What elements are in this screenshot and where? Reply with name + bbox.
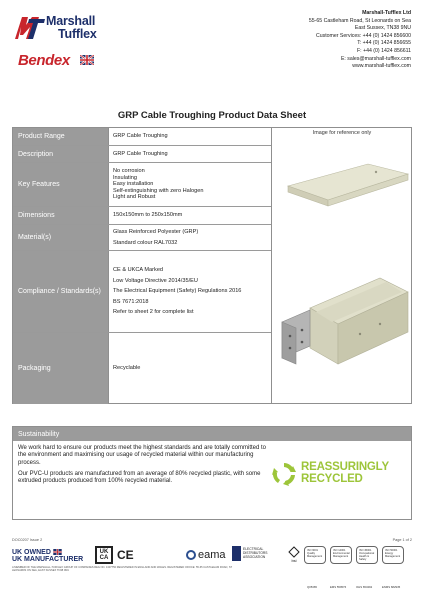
product-image-cell [271,128,412,403]
compliance-item: BS 7671:2018 [113,298,149,305]
brand-name-line1: Marshall [46,14,96,28]
address-line: 55-65 Castleham Road, St Leonards on Sea [308,17,411,24]
compliance-item: Low Voltage Directive 2014/35/EU [113,277,198,284]
ukca-bottom: CA [99,555,109,561]
company-address [309,10,411,71]
telephone: T: +44 (0) 1424 856655 [357,40,411,47]
image-caption: Image for reference only [312,130,372,136]
uk-flag-icon [53,549,62,555]
email-link[interactable]: E: sales@marshall-tufflex.com [340,55,411,62]
table-row-compliance [13,250,271,332]
recycled-logo-line1: REASSURINGLY [301,461,389,473]
uk-flag-icon [80,55,94,65]
row-value [109,333,271,404]
feature-item: Light and Robust [113,194,156,201]
page-number: Page 1 of 2 [392,538,412,542]
brand-name-line2: Tufflex [58,27,97,41]
customer-services-phone: Customer Services: +44 (0) 1424 856600 [315,32,411,39]
fax: F: +44 (0) 1424 856611 [357,47,411,54]
ce-mark: CE [117,548,134,562]
row-label: Material(s) [13,225,109,250]
cert-number: OHS 653492 [356,585,373,589]
beama-text: eama [198,549,226,561]
table-row-product-range [13,128,271,145]
company-logo [12,13,120,83]
website-link[interactable]: www.marshall-tufflex.com [352,63,411,70]
bsi-kitemark-icon [288,546,300,564]
iso-9001-badge: ISO 9001 Quality Management [304,546,326,564]
material-item: Standard colour RAL7032 [113,239,178,246]
sustainability-section [12,426,412,520]
row-value [109,225,271,250]
address-line: East Sussex, TN38 9NU [354,25,411,32]
ukca-mark [95,546,113,564]
beama-dot-icon [186,550,196,560]
row-value [109,207,271,224]
recycle-icon [271,461,297,487]
row-label: Dimensions [13,207,109,224]
svg-text:bsi: bsi [291,558,297,563]
row-value [109,128,271,145]
recycled-logo-line2: RECYCLED [301,473,363,485]
table-row-description [13,145,271,162]
uk-owned-badge [12,549,83,563]
feature-item: Insulating [113,174,137,181]
iso-45001-badge: ISO 45001 Occupational Health & Safety [356,546,378,564]
sustainability-text [18,445,268,485]
uk-manufacturer-text: UK MANUFACTURER [12,556,84,563]
sustainability-heading: Sustainability [13,427,411,441]
ukca-top: UK [99,549,109,555]
uk-owned-text: UK OWNED [12,549,51,556]
feature-item: No corrosion [113,168,145,175]
reassuringly-recycled-logo [271,457,405,493]
table-row-materials [13,224,271,250]
eda-text: DISTRIBUTORS [243,551,268,555]
table-row-key-features [13,162,271,206]
iso-50001-badge: ISO 50001 Energy Management [382,546,404,564]
compliance-item: The Electrical Equipment (Safety) Regulations 2016 [113,288,242,295]
value-text: Recyclable [113,365,141,372]
row-value [109,146,271,162]
footer-small-print: A MEMBER OF THE MARSHALL-TUFFLEX GROUP OF COMPANIES REG NO. 1337750 REGISTERED IN ENGLAND AND WALES. REGISTERED OFFICE: 55-65 CASTLEHAM ROAD, ST LEONARDS ON SEA, EAST SUSSEX TN38 9NU [12,566,233,573]
eda-logo [232,546,280,564]
page-title: GRP Cable Troughing Product Data Sheet [117,110,307,121]
cert-number: Q05365 [307,585,317,589]
row-label: Product Range [13,128,109,145]
sustainability-paragraph: We work hard to ensure our products meet the highest standards and are totally committed to the environment and maximising our usage of recycled material within our manufacturing process. [18,445,267,466]
trough-base-image [280,268,410,368]
cert-number: EMS 559576 [330,585,347,589]
table-row-packaging [13,332,271,404]
row-label: Key Features [13,163,109,206]
cert-number: ENMS 682935 [382,585,401,589]
material-item: Glass Reinforced Polyester (GRP) [113,229,199,236]
bendex-logo: Bendex [18,52,70,69]
marshall-tufflex-logo-icon [12,13,46,43]
row-label: Compliance / Standards(s) [13,251,109,332]
sustainability-paragraph: Our PVC-U products are manufactured from an average of 80% recycled plastic, with some extruded products produced from 100% recycled material. [18,470,261,485]
row-label: Packaging [13,333,109,404]
product-data-table [12,127,412,404]
value-text: GRP Cable Troughing [113,133,168,140]
table-row-dimensions [13,206,271,224]
row-label: Description [13,146,109,162]
feature-item: Easy installation [113,181,154,188]
iso-14001-badge: ISO 14001 Environmental Management [330,546,352,564]
compliance-item: CE & UKCA Marked [113,267,164,274]
row-value [109,163,271,206]
value-text: 150x150mm to 250x150mm [113,212,183,219]
company-name: Marshall-Tufflex Ltd [362,10,411,16]
trough-lid-image [280,156,410,218]
row-value [109,251,271,332]
document-code: DOC0207 Issue 2 [12,538,43,542]
beama-logo [186,549,226,561]
compliance-item: Refer to sheet 2 for complete list [113,309,194,316]
eda-text: ELECTRICAL [243,547,264,551]
feature-item: Self-extinguishing with zero Halogen [113,187,204,194]
value-text: GRP Cable Troughing [113,150,168,157]
eda-mark-icon [232,546,241,561]
eda-text: ASSOCIATION [243,555,266,559]
